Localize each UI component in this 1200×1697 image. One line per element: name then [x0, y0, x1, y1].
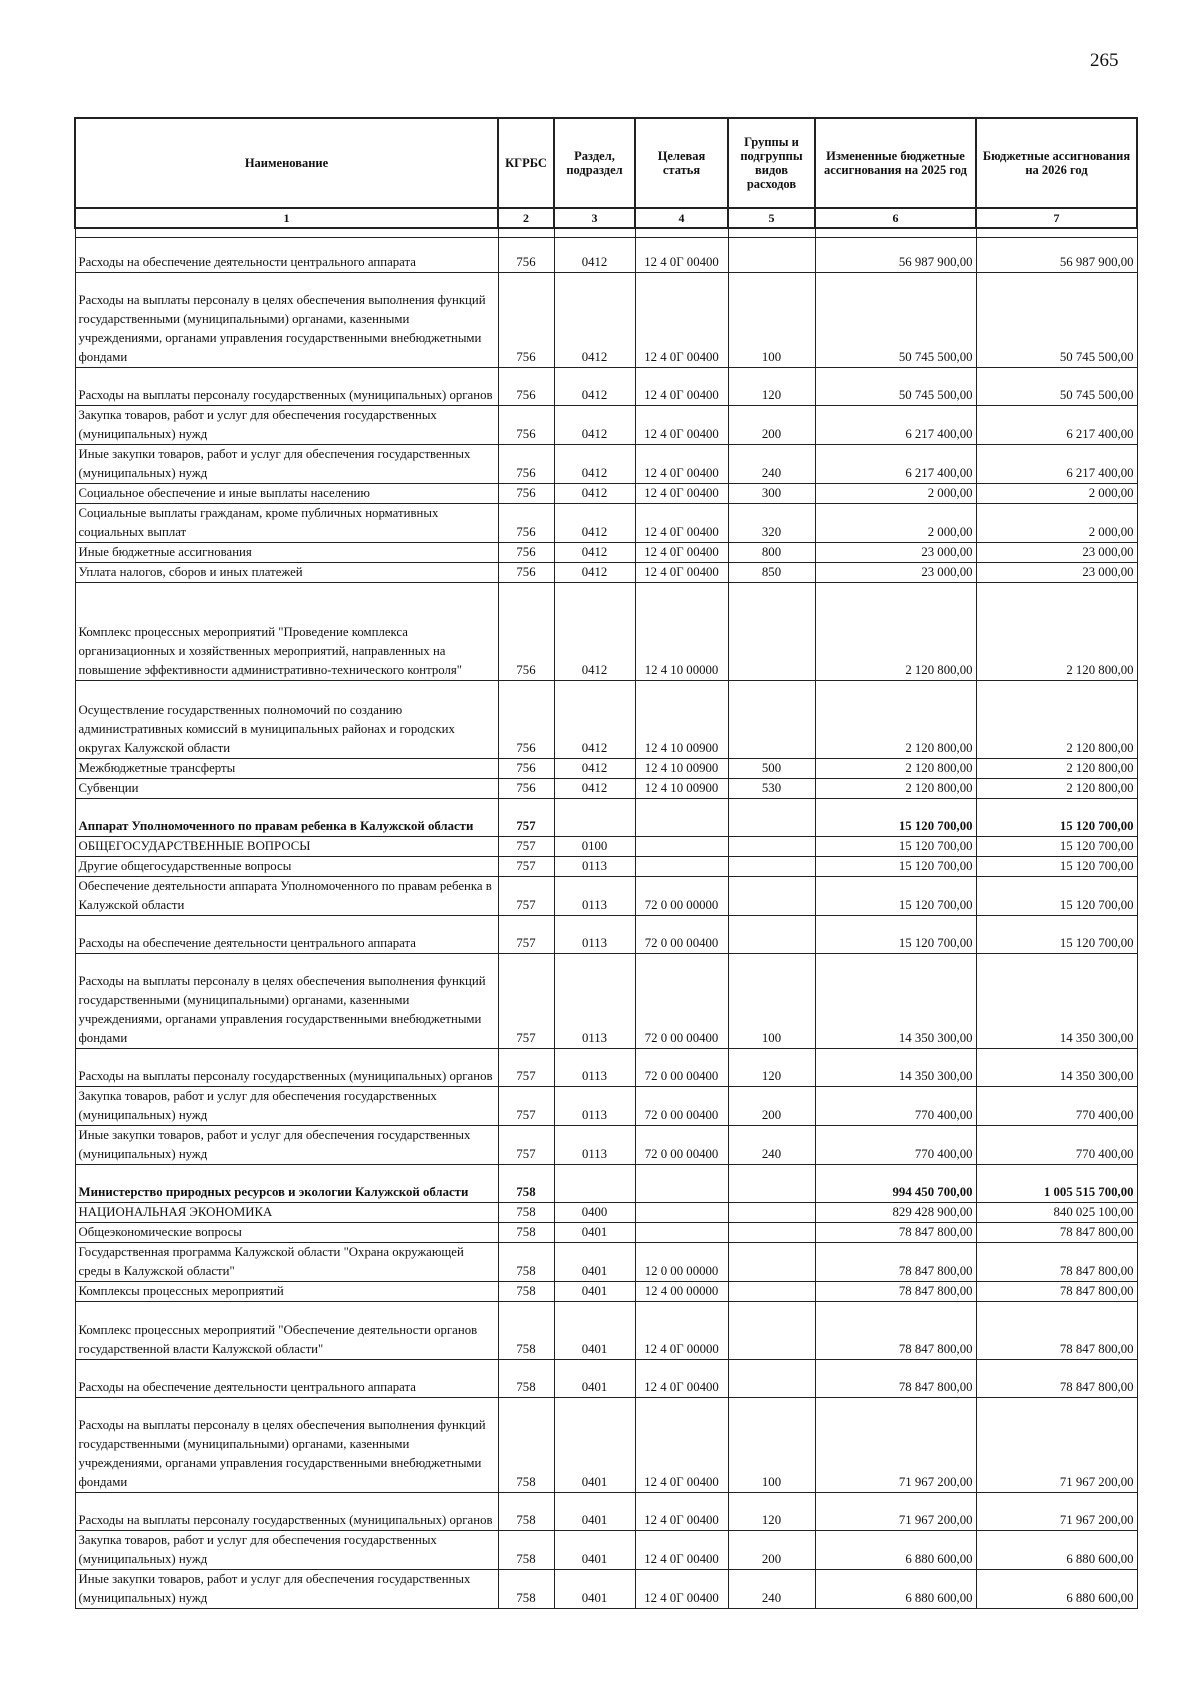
row-name: Расходы на выплаты персоналу государственных (муниципальных) органов: [75, 368, 498, 406]
row-amount-2025: 6 217 400,00: [815, 445, 976, 484]
row-group: 240: [728, 445, 815, 484]
table-row: [75, 1360, 1137, 1398]
row-target: 72 0 00 00400: [635, 1126, 728, 1165]
budget-table: [74, 117, 1138, 1609]
table-row: [75, 1398, 1137, 1493]
table-row: [75, 954, 1137, 1049]
row-kgrbs: 758: [498, 1570, 554, 1609]
row-target: 72 0 00 00400: [635, 1087, 728, 1126]
table-row: [75, 1087, 1137, 1126]
row-target: 12 4 0Г 00400: [635, 484, 728, 504]
row-amount-2026: 50 745 500,00: [976, 368, 1137, 406]
row-section: 0113: [554, 877, 635, 916]
row-name: Иные закупки товаров, работ и услуг для обеспечения государственных (муниципальных) нужд: [75, 1126, 498, 1165]
row-group: [728, 1223, 815, 1243]
row-section: 0401: [554, 1243, 635, 1282]
row-group: [728, 1243, 815, 1282]
row-name: Комплекс процессных мероприятий "Обеспечение деятельности органов государственной власти Калужской области": [75, 1302, 498, 1360]
row-section: 0113: [554, 1049, 635, 1087]
row-kgrbs: 756: [498, 273, 554, 368]
row-amount-2025: 78 847 800,00: [815, 1360, 976, 1398]
row-name: Расходы на выплаты персоналу в целях обеспечения выполнения функций государственными (муниципальными) органами, казенными учреждениями, органами управления государственными внебюджетными фондами: [75, 273, 498, 368]
row-group: [728, 857, 815, 877]
row-amount-2026: 6 880 600,00: [976, 1570, 1137, 1609]
row-section: 0401: [554, 1493, 635, 1531]
row-kgrbs: 756: [498, 238, 554, 273]
row-amount-2026: 15 120 700,00: [976, 799, 1137, 837]
row-target: 12 4 0Г 00400: [635, 543, 728, 563]
row-group: [728, 837, 815, 857]
row-target: 12 0 00 00000: [635, 1243, 728, 1282]
row-target: 12 4 0Г 00400: [635, 504, 728, 543]
spacer-row: [75, 228, 1137, 238]
row-group: 240: [728, 1126, 815, 1165]
row-section: 0412: [554, 368, 635, 406]
row-group: [728, 1302, 815, 1360]
row-amount-2026: 71 967 200,00: [976, 1493, 1137, 1531]
row-name: Обеспечение деятельности аппарата Уполномоченного по правам ребенка в Калужской области: [75, 877, 498, 916]
row-amount-2026: 50 745 500,00: [976, 273, 1137, 368]
row-name: Комплексы процессных мероприятий: [75, 1282, 498, 1302]
row-amount-2025: 2 120 800,00: [815, 583, 976, 681]
row-target: [635, 837, 728, 857]
row-amount-2026: 2 000,00: [976, 484, 1137, 504]
row-target: 12 4 0Г 00400: [635, 1493, 728, 1531]
table-row: [75, 368, 1137, 406]
row-group: 850: [728, 563, 815, 583]
row-group: 120: [728, 368, 815, 406]
row-amount-2026: 78 847 800,00: [976, 1282, 1137, 1302]
table-row: [75, 1243, 1137, 1282]
row-target: [635, 799, 728, 837]
row-kgrbs: 756: [498, 504, 554, 543]
row-kgrbs: 757: [498, 857, 554, 877]
row-section: 0113: [554, 857, 635, 877]
row-amount-2026: 15 120 700,00: [976, 877, 1137, 916]
row-group: 100: [728, 1398, 815, 1493]
table-row: [75, 583, 1137, 681]
column-number: 1: [75, 208, 498, 228]
row-kgrbs: 756: [498, 759, 554, 779]
row-name: Межбюджетные трансферты: [75, 759, 498, 779]
row-kgrbs: 757: [498, 1126, 554, 1165]
row-target: 12 4 0Г 00400: [635, 1360, 728, 1398]
row-amount-2025: 78 847 800,00: [815, 1302, 976, 1360]
row-amount-2025: 15 120 700,00: [815, 857, 976, 877]
table-row: [75, 681, 1137, 759]
row-group: [728, 681, 815, 759]
row-amount-2025: 71 967 200,00: [815, 1493, 976, 1531]
row-kgrbs: 758: [498, 1243, 554, 1282]
column-number: 7: [976, 208, 1137, 228]
row-kgrbs: 757: [498, 799, 554, 837]
row-section: 0113: [554, 954, 635, 1049]
page-number: 265: [1090, 50, 1119, 71]
row-section: 0100: [554, 837, 635, 857]
table-row: [75, 759, 1137, 779]
header-kgrbs: КГРБС: [498, 118, 554, 208]
row-amount-2025: 15 120 700,00: [815, 799, 976, 837]
row-target: [635, 857, 728, 877]
table-row: [75, 543, 1137, 563]
table-row: [75, 563, 1137, 583]
row-name: Расходы на выплаты персоналу в целях обеспечения выполнения функций государственными (муниципальными) органами, казенными учреждениями, органами управления государственными внебюджетными фондами: [75, 1398, 498, 1493]
row-kgrbs: 758: [498, 1223, 554, 1243]
column-number: 5: [728, 208, 815, 228]
row-group: [728, 1282, 815, 1302]
row-name: Расходы на обеспечение деятельности центрального аппарата: [75, 238, 498, 273]
row-amount-2025: 14 350 300,00: [815, 1049, 976, 1087]
row-kgrbs: 758: [498, 1360, 554, 1398]
row-name: Социальное обеспечение и иные выплаты населению: [75, 484, 498, 504]
row-amount-2025: 78 847 800,00: [815, 1243, 976, 1282]
row-kgrbs: 758: [498, 1302, 554, 1360]
row-amount-2026: 2 120 800,00: [976, 681, 1137, 759]
row-amount-2025: 15 120 700,00: [815, 877, 976, 916]
row-kgrbs: 757: [498, 877, 554, 916]
row-name: Министерство природных ресурсов и экологии Калужской области: [75, 1165, 498, 1203]
row-section: 0412: [554, 484, 635, 504]
row-section: 0412: [554, 238, 635, 273]
table-row: [75, 1531, 1137, 1570]
row-section: 0401: [554, 1302, 635, 1360]
header-2026: Бюджетные ассигнования на 2026 год: [976, 118, 1137, 208]
table-row: [75, 484, 1137, 504]
column-number: 3: [554, 208, 635, 228]
table-row: [75, 238, 1137, 273]
row-amount-2026: 770 400,00: [976, 1087, 1137, 1126]
table-row: [75, 406, 1137, 445]
row-amount-2025: 15 120 700,00: [815, 837, 976, 857]
row-amount-2025: 78 847 800,00: [815, 1282, 976, 1302]
row-section: 0401: [554, 1223, 635, 1243]
row-target: 12 4 10 00900: [635, 779, 728, 799]
row-name: Расходы на выплаты персоналу государственных (муниципальных) органов: [75, 1493, 498, 1531]
row-amount-2026: 770 400,00: [976, 1126, 1137, 1165]
row-target: 12 4 0Г 00400: [635, 406, 728, 445]
table-row: [75, 1570, 1137, 1609]
header-name: Наименование: [75, 118, 498, 208]
row-amount-2025: 71 967 200,00: [815, 1398, 976, 1493]
row-target: 12 4 00 00000: [635, 1282, 728, 1302]
row-amount-2025: 2 120 800,00: [815, 759, 976, 779]
row-name: Иные закупки товаров, работ и услуг для обеспечения государственных (муниципальных) нужд: [75, 1570, 498, 1609]
row-amount-2025: 56 987 900,00: [815, 238, 976, 273]
row-amount-2025: 770 400,00: [815, 1087, 976, 1126]
table-row: [75, 1165, 1137, 1203]
row-amount-2025: 2 000,00: [815, 484, 976, 504]
row-name: Закупка товаров, работ и услуг для обеспечения государственных (муниципальных) нужд: [75, 1531, 498, 1570]
row-kgrbs: 758: [498, 1165, 554, 1203]
row-section: [554, 799, 635, 837]
row-amount-2025: 6 880 600,00: [815, 1570, 976, 1609]
row-name: Другие общегосударственные вопросы: [75, 857, 498, 877]
row-amount-2025: 770 400,00: [815, 1126, 976, 1165]
row-target: 12 4 0Г 00400: [635, 1570, 728, 1609]
row-amount-2026: 23 000,00: [976, 543, 1137, 563]
row-amount-2026: 6 217 400,00: [976, 406, 1137, 445]
row-section: 0113: [554, 916, 635, 954]
row-section: 0412: [554, 583, 635, 681]
row-amount-2026: 15 120 700,00: [976, 837, 1137, 857]
row-target: 12 4 0Г 00000: [635, 1302, 728, 1360]
column-number: 4: [635, 208, 728, 228]
row-name: Закупка товаров, работ и услуг для обеспечения государственных (муниципальных) нужд: [75, 1087, 498, 1126]
table-row: [75, 1302, 1137, 1360]
table-row: [75, 1203, 1137, 1223]
row-target: 72 0 00 00400: [635, 954, 728, 1049]
row-group: 200: [728, 1087, 815, 1126]
row-section: 0401: [554, 1531, 635, 1570]
row-target: 72 0 00 00400: [635, 1049, 728, 1087]
row-kgrbs: 757: [498, 1049, 554, 1087]
row-kgrbs: 756: [498, 445, 554, 484]
row-section: 0401: [554, 1398, 635, 1493]
row-section: 0412: [554, 563, 635, 583]
row-section: 0412: [554, 779, 635, 799]
row-amount-2026: 2 000,00: [976, 504, 1137, 543]
row-section: 0401: [554, 1282, 635, 1302]
column-number: 2: [498, 208, 554, 228]
row-amount-2026: 2 120 800,00: [976, 759, 1137, 779]
row-section: 0401: [554, 1360, 635, 1398]
row-kgrbs: 756: [498, 583, 554, 681]
row-amount-2026: 14 350 300,00: [976, 1049, 1137, 1087]
row-target: [635, 1223, 728, 1243]
row-amount-2026: 78 847 800,00: [976, 1302, 1137, 1360]
header-section: Раздел, подраздел: [554, 118, 635, 208]
table-row: [75, 273, 1137, 368]
table-row: [75, 504, 1137, 543]
row-group: [728, 583, 815, 681]
row-group: [728, 1165, 815, 1203]
row-group: [728, 877, 815, 916]
row-kgrbs: 756: [498, 779, 554, 799]
row-amount-2026: 2 120 800,00: [976, 583, 1137, 681]
header-row: [75, 118, 1137, 208]
row-group: 500: [728, 759, 815, 779]
table-row: [75, 779, 1137, 799]
row-group: 120: [728, 1493, 815, 1531]
row-name: Уплата налогов, сборов и иных платежей: [75, 563, 498, 583]
row-section: 0400: [554, 1203, 635, 1223]
row-kgrbs: 756: [498, 681, 554, 759]
row-kgrbs: 758: [498, 1531, 554, 1570]
row-name: Государственная программа Калужской области "Охрана окружающей среды в Калужской области": [75, 1243, 498, 1282]
column-number: 6: [815, 208, 976, 228]
row-amount-2025: 23 000,00: [815, 563, 976, 583]
row-kgrbs: 758: [498, 1493, 554, 1531]
row-amount-2025: 6 217 400,00: [815, 406, 976, 445]
row-amount-2026: 56 987 900,00: [976, 238, 1137, 273]
row-section: 0412: [554, 681, 635, 759]
row-kgrbs: 757: [498, 1087, 554, 1126]
row-name: Комплекс процессных мероприятий "Проведение комплекса организационных и хозяйственных мероприятий, направленных на повышение эффективности административно-технического контроля": [75, 583, 498, 681]
row-kgrbs: 757: [498, 954, 554, 1049]
row-name: Осуществление государственных полномочий по созданию административных комиссий в муниципальных районах и городских округах Калужской области: [75, 681, 498, 759]
row-amount-2025: 14 350 300,00: [815, 954, 976, 1049]
row-target: 12 4 0Г 00400: [635, 563, 728, 583]
row-section: 0113: [554, 1087, 635, 1126]
table-row: [75, 1049, 1137, 1087]
row-name: ОБЩЕГОСУДАРСТВЕННЫЕ ВОПРОСЫ: [75, 837, 498, 857]
row-group: 120: [728, 1049, 815, 1087]
row-target: 12 4 0Г 00400: [635, 368, 728, 406]
row-section: 0412: [554, 406, 635, 445]
row-amount-2025: 15 120 700,00: [815, 916, 976, 954]
row-amount-2026: 2 120 800,00: [976, 779, 1137, 799]
row-amount-2026: 6 217 400,00: [976, 445, 1137, 484]
table-row: [75, 877, 1137, 916]
row-section: [554, 1165, 635, 1203]
row-kgrbs: 758: [498, 1203, 554, 1223]
row-group: 100: [728, 273, 815, 368]
row-target: 72 0 00 00400: [635, 916, 728, 954]
row-amount-2025: 2 120 800,00: [815, 681, 976, 759]
row-amount-2025: 78 847 800,00: [815, 1223, 976, 1243]
row-amount-2025: 2 000,00: [815, 504, 976, 543]
table-row: [75, 445, 1137, 484]
table-row: [75, 1126, 1137, 1165]
row-name: Субвенции: [75, 779, 498, 799]
row-target: 12 4 0Г 00400: [635, 445, 728, 484]
table-row: [75, 837, 1137, 857]
row-amount-2026: 15 120 700,00: [976, 857, 1137, 877]
row-target: 72 0 00 00000: [635, 877, 728, 916]
row-amount-2026: 78 847 800,00: [976, 1360, 1137, 1398]
row-kgrbs: 758: [498, 1282, 554, 1302]
row-target: 12 4 0Г 00400: [635, 1531, 728, 1570]
row-group: [728, 238, 815, 273]
row-section: 0113: [554, 1126, 635, 1165]
row-name: Иные закупки товаров, работ и услуг для обеспечения государственных (муниципальных) нужд: [75, 445, 498, 484]
row-amount-2025: 50 745 500,00: [815, 273, 976, 368]
row-amount-2026: 14 350 300,00: [976, 954, 1137, 1049]
row-target: [635, 1203, 728, 1223]
row-group: 200: [728, 1531, 815, 1570]
row-target: 12 4 0Г 00400: [635, 238, 728, 273]
row-name: Общеэкономические вопросы: [75, 1223, 498, 1243]
row-target: 12 4 10 00900: [635, 681, 728, 759]
row-section: 0412: [554, 273, 635, 368]
table-row: [75, 1282, 1137, 1302]
row-kgrbs: 756: [498, 563, 554, 583]
header-groups: Группы и подгруппы видов расходов: [728, 118, 815, 208]
header-target: Целевая статья: [635, 118, 728, 208]
row-name: Иные бюджетные ассигнования: [75, 543, 498, 563]
row-group: 530: [728, 779, 815, 799]
row-kgrbs: 757: [498, 916, 554, 954]
row-name: Социальные выплаты гражданам, кроме публичных нормативных социальных выплат: [75, 504, 498, 543]
row-kgrbs: 756: [498, 484, 554, 504]
row-kgrbs: 757: [498, 837, 554, 857]
table-row: [75, 916, 1137, 954]
row-group: [728, 1360, 815, 1398]
row-group: [728, 916, 815, 954]
row-group: 800: [728, 543, 815, 563]
table-row: [75, 857, 1137, 877]
row-group: 200: [728, 406, 815, 445]
row-amount-2025: 6 880 600,00: [815, 1531, 976, 1570]
row-section: 0412: [554, 445, 635, 484]
row-name: Аппарат Уполномоченного по правам ребенка в Калужской области: [75, 799, 498, 837]
row-kgrbs: 756: [498, 543, 554, 563]
row-amount-2025: 2 120 800,00: [815, 779, 976, 799]
row-group: 240: [728, 1570, 815, 1609]
row-section: 0412: [554, 504, 635, 543]
row-kgrbs: 756: [498, 368, 554, 406]
row-name: Расходы на выплаты персоналу в целях обеспечения выполнения функций государственными (муниципальными) органами, казенными учреждениями, органами управления государственными внебюджетными фондами: [75, 954, 498, 1049]
row-amount-2025: 829 428 900,00: [815, 1203, 976, 1223]
row-group: 300: [728, 484, 815, 504]
row-amount-2025: 994 450 700,00: [815, 1165, 976, 1203]
row-target: [635, 1165, 728, 1203]
row-section: 0412: [554, 543, 635, 563]
row-target: 12 4 10 00000: [635, 583, 728, 681]
row-amount-2026: 78 847 800,00: [976, 1243, 1137, 1282]
row-target: 12 4 10 00900: [635, 759, 728, 779]
row-amount-2026: 78 847 800,00: [976, 1223, 1137, 1243]
table-row: [75, 1493, 1137, 1531]
row-name: Расходы на выплаты персоналу государственных (муниципальных) органов: [75, 1049, 498, 1087]
row-name: НАЦИОНАЛЬНАЯ ЭКОНОМИКА: [75, 1203, 498, 1223]
column-number-row: [75, 208, 1137, 228]
row-name: Закупка товаров, работ и услуг для обеспечения государственных (муниципальных) нужд: [75, 406, 498, 445]
header-2025: Измененные бюджетные ассигнования на 2025 год: [815, 118, 976, 208]
row-amount-2025: 23 000,00: [815, 543, 976, 563]
row-amount-2026: 15 120 700,00: [976, 916, 1137, 954]
row-amount-2026: 6 880 600,00: [976, 1531, 1137, 1570]
row-name: Расходы на обеспечение деятельности центрального аппарата: [75, 1360, 498, 1398]
row-group: 320: [728, 504, 815, 543]
row-group: 100: [728, 954, 815, 1049]
row-amount-2026: 23 000,00: [976, 563, 1137, 583]
table-row: [75, 1223, 1137, 1243]
row-group: [728, 1203, 815, 1223]
row-kgrbs: 758: [498, 1398, 554, 1493]
row-target: 12 4 0Г 00400: [635, 1398, 728, 1493]
row-target: 12 4 0Г 00400: [635, 273, 728, 368]
row-section: 0412: [554, 759, 635, 779]
row-amount-2026: 71 967 200,00: [976, 1398, 1137, 1493]
row-kgrbs: 756: [498, 406, 554, 445]
row-section: 0401: [554, 1570, 635, 1609]
table-row: [75, 799, 1137, 837]
row-amount-2026: 840 025 100,00: [976, 1203, 1137, 1223]
row-name: Расходы на обеспечение деятельности центрального аппарата: [75, 916, 498, 954]
row-group: [728, 799, 815, 837]
row-amount-2026: 1 005 515 700,00: [976, 1165, 1137, 1203]
row-amount-2025: 50 745 500,00: [815, 368, 976, 406]
